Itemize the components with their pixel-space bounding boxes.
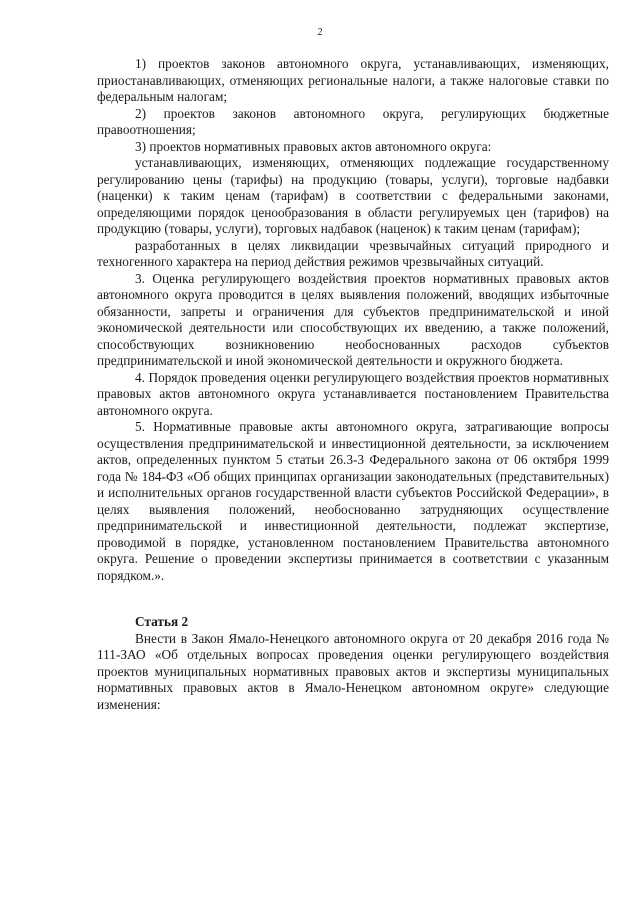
paragraph: 2) проектов законов автономного округа, регулирующих бюджетные правоотношения; (97, 105, 609, 137)
paragraph: разработанных в целях ликвидации чрезвычайных ситуаций природного и техногенного характера на период действия режимов чрезвычайных ситуаций. (97, 237, 609, 269)
document-body (97, 56, 609, 713)
page-number: 2 (317, 27, 323, 38)
paragraph: 3) проектов нормативных правовых актов автономного округа: (135, 138, 492, 154)
paragraph: 1) проектов законов автономного округа, устанавливающих, изменяющих, приостанавливающих, отменяющих региональные налоги, а также налоговые ставки по федеральным налогам; (97, 56, 609, 104)
paragraph: 5. Нормативные правовые акты автономного округа, затрагивающие вопросы осуществления предпринимательской и инвестиционной деятельности, за исключением актов, определенных пунктом 5 статьи 26.3-3 Федерального закона от 06 октября 1999 года № 184-ФЗ «Об общих принципах организации законодательных (представительных) и исполнительных органов государственной власти субъектов Российской Федерации», в целях выявления положений, необоснованно затрудняющих осуществление предпринимательской и инвестиционной деятельности, подлежат экспертизе, проводимой в порядке, установленном постановлением Правительства автономного округа. Решение о проведении экспертизы принимается в соответствии с указанным порядком.». (97, 419, 609, 583)
paragraph: 4. Порядок проведения оценки регулирующего воздействия проектов нормативных правовых актов автономного округа устанавливается постановлением Правительства автономного округа. (97, 369, 609, 418)
article-paragraph: Внести в Закон Ямало-Ненецкого автономного округа от 20 декабря 2016 года № 111-ЗАО «Об отдельных вопросах проведения оценки регулирующего воздействия проектов муниципальных нормативных правовых актов и экспертизы муниципальных нормативных правовых актов в Ямало-Ненецком автономном округе» следующие изменения: (97, 630, 609, 712)
article-title: Статья 2 (135, 614, 189, 629)
paragraph: устанавливающих, изменяющих, отменяющих подлежащие государственному регулированию цены (тарифы) на продукцию (товары, услуги), торговые надбавки (наценки) к таким ценам (тарифам) в соответствии с федеральными законами, определяющими порядок ценообразования в области регулируемых цен (тарифов) на продукцию (товары, услуги), торговых надбавок (наценок) к таким ценам (тарифам); (97, 155, 609, 236)
paragraph: 3. Оценка регулирующего воздействия проектов нормативных правовых актов автономного округа проводится в целях выявления положений, вводящих избыточные обязанности, запреты и ограничения для субъектов предпринимательской и иной экономической деятельности или способствующих их введению, а также положений, способствующих возникновению необоснованных расходов субъектов предпринимательской и иной экономической деятельности и окружного бюджета. (97, 270, 609, 368)
